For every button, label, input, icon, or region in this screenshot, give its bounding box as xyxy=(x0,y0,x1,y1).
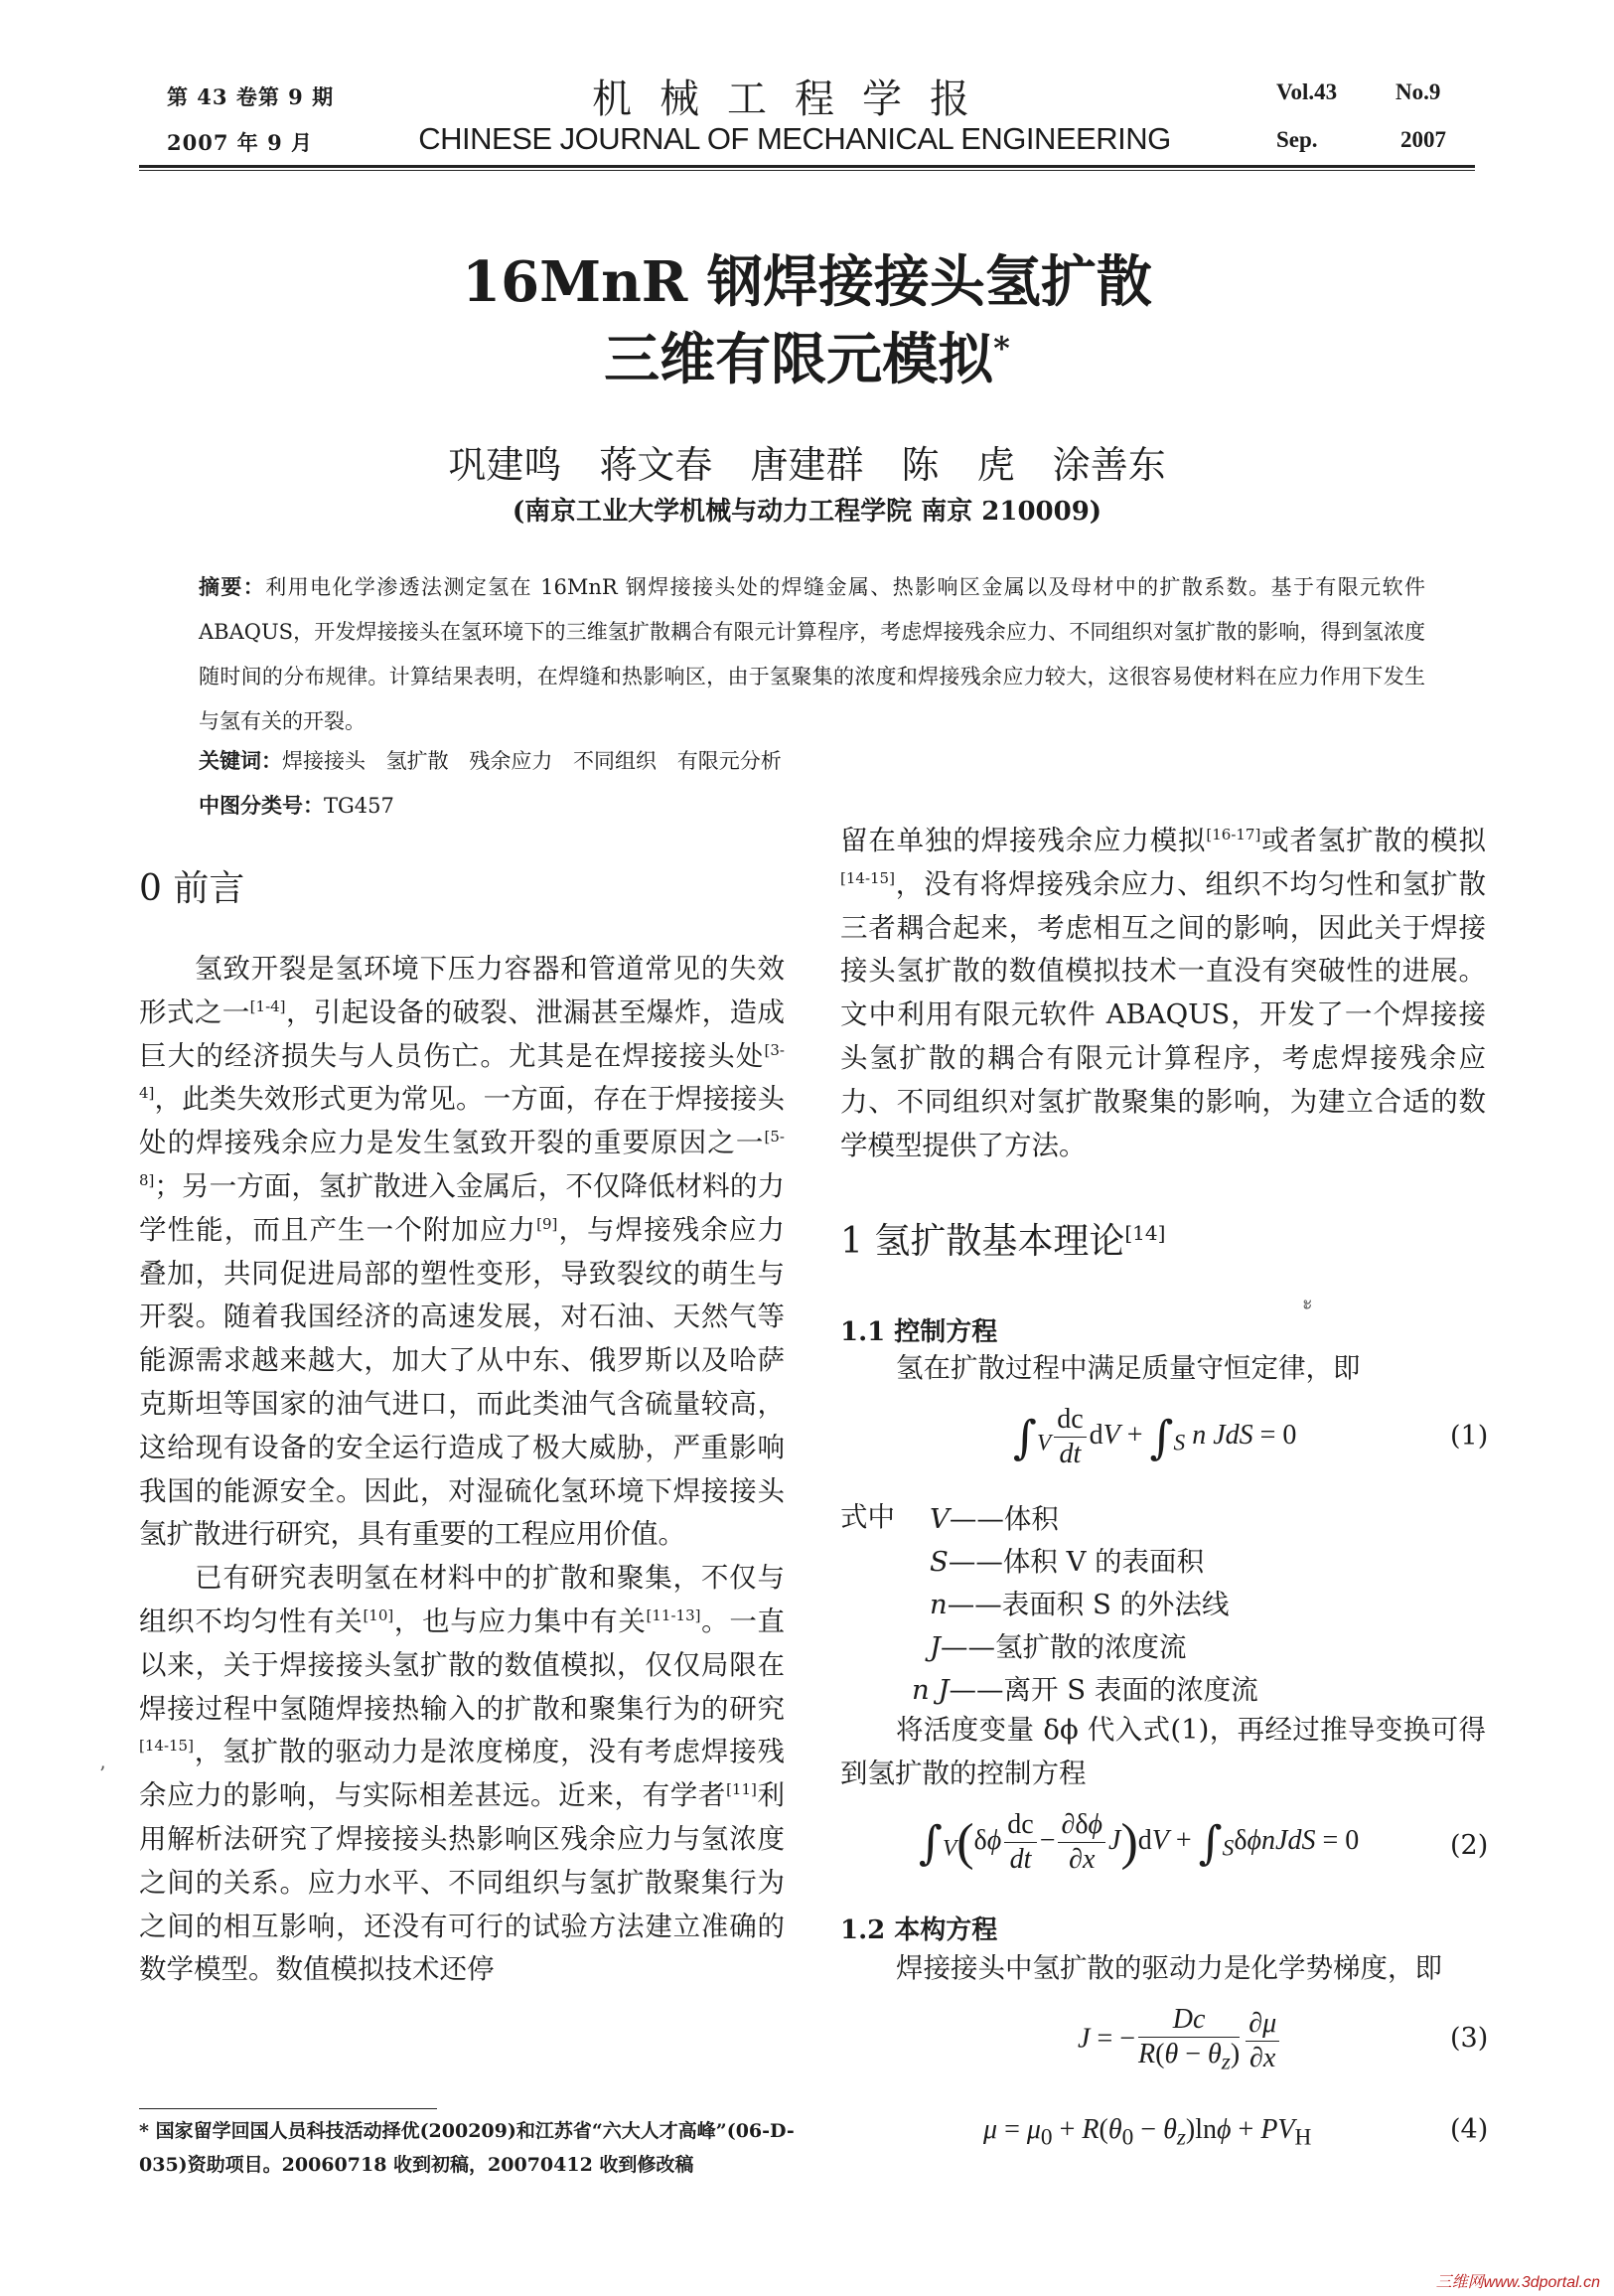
affiliation: (南京工业大学机械与动力工程学院 南京 210009) xyxy=(512,497,1102,527)
volume-en: Vol.43 xyxy=(1276,79,1338,104)
scan-speck: ะ xyxy=(1302,1291,1313,1314)
section-0-heading: 0 前言 xyxy=(139,868,245,909)
journal-title-en: CHINESE JOURNAL OF MECHANICAL ENGINEERING xyxy=(418,121,1171,156)
equation-4-number: (4) xyxy=(1450,2114,1489,2145)
keywords: 关键词：焊接接头 氢扩散 残余应力 不同组织 有限元分析 xyxy=(199,748,782,773)
date-cn: 2007 年 9 月 xyxy=(167,130,313,155)
subsection-1-1-heading: 1.1 控制方程 xyxy=(840,1317,998,1347)
subsection-1-2-heading: 1.2 本构方程 xyxy=(840,1915,998,1945)
abstract xyxy=(199,564,1425,744)
equation-1-number: (1) xyxy=(1450,1421,1489,1452)
driving-force-text: 焊接接头中氢扩散的驱动力是化学势梯度，即 xyxy=(896,1952,1442,1984)
author-list: 巩建鸣 蒋文春 唐建群 陈 虎 涂善东 xyxy=(448,443,1166,487)
symbol-item: n——表面积 S 的外法线 xyxy=(930,1589,1230,1620)
equation-4: $\mu = \mu_0 + R(\theta_0 - \theta_z)\ln\phi + PV_H$ xyxy=(983,2114,1312,2151)
title-footnote-mark: * xyxy=(993,329,1010,368)
month-en: Sep. xyxy=(1276,127,1318,152)
paper-title-line2: 三维有限元模拟* xyxy=(604,327,1010,392)
footnote-rule xyxy=(139,2108,437,2109)
scan-speck: ’ xyxy=(99,1761,106,1785)
symbol-item: V——体积 xyxy=(930,1503,1059,1535)
equation-3: J = − $\frac{Dc}{R(\theta - \theta_z)}$ $\frac{\partial\mu}{\partial x}$ xyxy=(1078,2003,1282,2079)
equation-3-number: (3) xyxy=(1450,2023,1489,2054)
funding-footnote: * 国家留学回国人员科技活动择优(200209)和江苏省“六大人才高峰”(06-D-035)资助项目。20060718 收到初稿，20070412 收到修改稿 xyxy=(139,2120,795,2176)
symbol-item: n J——离开 S 表面的浓度流 xyxy=(912,1674,1258,1706)
intro-paragraph-1: 氢致开裂是氢环境下压力容器和管道常见的失效形式之一[1-4]，引起设备的破裂、泄漏甚至爆炸，造成巨大的经济损失与人员伤亡。尤其是在焊接接头处[3-4]，此类失效形式更为常见。一方面，存在于焊接接头处的焊接残余应力是发生氢致开裂的重要原因之一[5-8]；另一方面，氢扩散进入金属后，不仅降低材料的力学性能，而且产生一个附加应力[9]，与焊接残余应力叠加，共同促进局部的塑性变形，导致裂纹的萌生与开裂。随着我国经济的高速发展，对石油、天然气等能源需求越来越大，加大了从中东、俄罗斯以及哈萨克斯坦等国家的油气进口，而此类油气含硫量较高，这给现有设备的安全运行造成了极大威胁，严重影响我国的能源安全。因此，对湿硫化氢环境下焊接接头氢扩散进行研究，具有重要的工程应用价值。 xyxy=(139,953,786,1551)
journal-title-cn: 机械工程学报 xyxy=(592,77,997,122)
intro-paragraph-2-continued: 留在单独的焊接残余应力模拟[16-17]或者氢扩散的模拟[14-15]，没有将焊接残余应力、组织不均匀性和氢扩散三者耦合起来，考虑相互之间的影响，因此关于焊接接头氢扩散的数值模拟技术一直没有突破性的进展。文中利用有限元软件 ABAQUS，开发了一个焊接接头氢扩散的耦合有限元计算程序，考虑焊接残余应力、不同组织对氢扩散聚集的影响，为建立合适的数学模型提供了方法。 xyxy=(840,825,1487,1161)
intro-paragraph-2: 已有研究表明氢在材料中的扩散和聚集，不仅与组织不均匀性有关[10]，也与应力集中有关[11-13]。一直以来，关于焊接接头氢扩散的数值模拟，仅仅局限在焊接过程中氢随焊接热输入的扩散和聚集行为的研究[14-15]，氢扩散的驱动力是浓度梯度，没有考虑焊接残余应力的影响，与实际相差甚远。近来，有学者[11]利用解析法研究了焊接接头热影响区残余应力与氢浓度之间的关系。应力水平、不同组织与氢扩散聚集行为之间的相互影响，还没有可行的试验方法建立准确的数学模型。数值模拟技术还停 xyxy=(139,1562,786,1986)
substitution-text: 将活度变量 δϕ 代入式(1)，再经过推导变换可得到氢扩散的控制方程 xyxy=(840,1714,1486,1789)
where-label: 式中 xyxy=(840,1501,895,1533)
equation-1: $\int_V$ $\frac{dc}{dt}$ dV + $\int_S$ n JdS = 0 xyxy=(1013,1404,1297,1469)
symbol-item: S——体积 V 的表面积 xyxy=(930,1546,1205,1578)
watermark: 三维网www.3dportal.cn xyxy=(1435,2274,1600,2291)
volume-issue-cn: 第 43 卷第 9 期 xyxy=(167,84,335,109)
abstract-text: 利用电化学渗透法测定氢在 16MnR 钢焊接接头处的焊缝金属、热影响区金属以及母材中的扩散系数。基于有限元软件 ABAQUS，开发焊接接头在氢环境下的三维氢扩散耦合有限元计算程序，考虑焊接残余应力、不同组织对氢扩散的影响，得到氢浓度随时间的分布规律。计算结果表明，在焊缝和热影响区，由于氢聚集的浓度和焊接残余应力较大，这很容易使材料在应力作用下发生与氢有关的开裂。 xyxy=(199,575,1425,733)
clc-number: 中图分类号：TG457 xyxy=(199,793,394,818)
abstract-label: 摘要： xyxy=(199,574,266,599)
equation-2-number: (2) xyxy=(1450,1830,1489,1861)
issue-en: No.9 xyxy=(1395,79,1441,104)
header-rule-thin xyxy=(139,170,1475,171)
mass-conservation-text: 氢在扩散过程中满足质量守恒定律，即 xyxy=(896,1352,1361,1384)
left-column-body xyxy=(139,948,785,1992)
symbol-list xyxy=(852,1496,1488,1715)
section-1-heading: 1 氢扩散基本理论[14] xyxy=(840,1221,1166,1262)
year-en: 2007 xyxy=(1400,127,1446,152)
header-rule-thick xyxy=(139,165,1475,168)
right-column-continuation xyxy=(840,820,1486,1167)
symbol-item: J——氢扩散的浓度流 xyxy=(930,1631,1187,1663)
equation-2: $\int_V(\delta\phi$ $\frac{dc}{dt}$ − $\frac{\partial\delta\phi}{\partial x}$ $J)dV + \int_S\delta\phi nJdS = 0$ xyxy=(919,1809,1360,1875)
paper-title-line1: 16MnR 钢焊接接头氢扩散 xyxy=(462,249,1152,315)
